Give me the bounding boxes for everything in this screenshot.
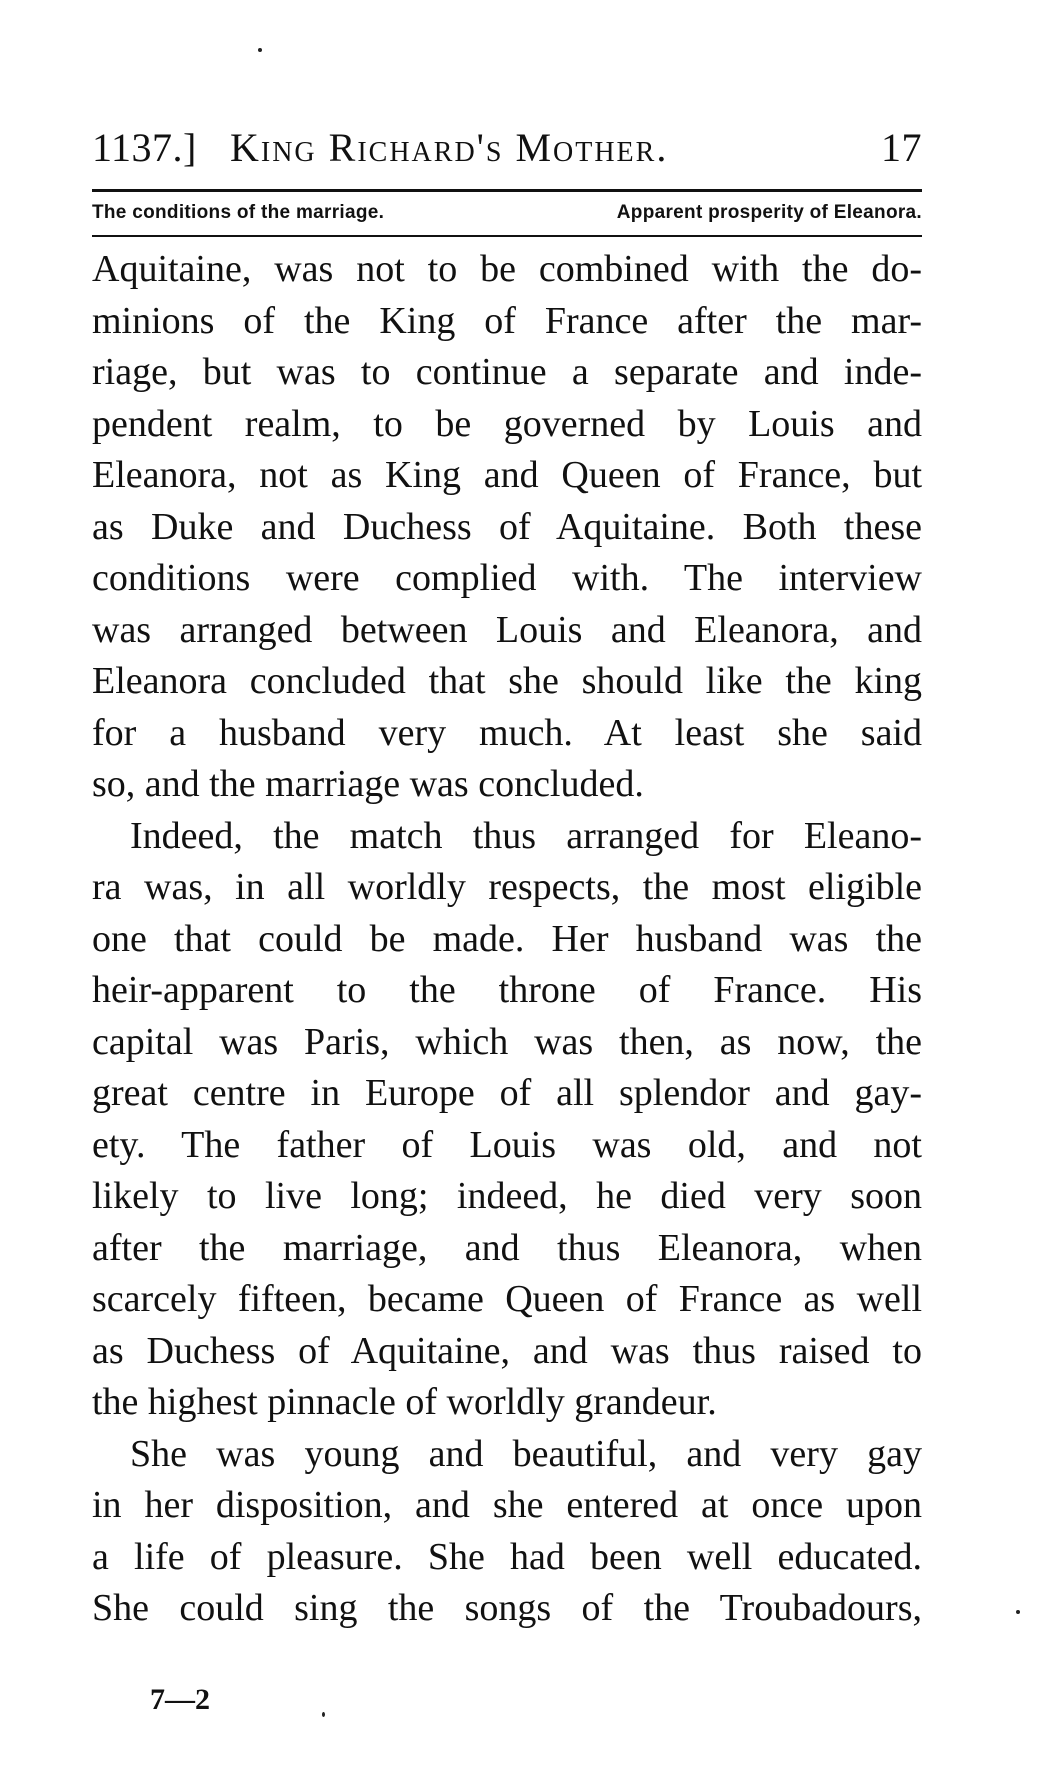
page-number: 17: [881, 125, 922, 170]
sidenote-left: The conditions of the marriage.: [92, 202, 385, 223]
text-line: was arranged between Louis and Eleanora, and: [92, 608, 922, 651]
text-line: She could sing the songs of the Troubadours,: [92, 1587, 922, 1629]
text-line: capital was Paris, which was then, as now, the: [92, 1020, 922, 1063]
text-line: ety. The father of Louis was old, and not: [92, 1123, 922, 1166]
text-line: pendent realm, to be governed by Louis and: [92, 402, 922, 445]
header-rule-top: [92, 189, 922, 192]
ink-speck: [1016, 1610, 1020, 1614]
text-line: minions of the King of France after the mar-: [92, 299, 922, 342]
text-line: riage, but was to continue a separate and inde-: [92, 351, 922, 393]
text-line: She was young and beautiful, and very gay: [130, 1432, 922, 1475]
text-line: Indeed, the match thus arranged for Eleano-: [130, 814, 922, 857]
ink-speck: [258, 48, 262, 52]
text-line: likely to live long; indeed, he died very soon: [92, 1175, 922, 1217]
text-line: heir-apparent to the throne of France. His: [92, 969, 922, 1011]
text-line: as Duchess of Aquitaine, and was thus raised to: [92, 1329, 922, 1372]
running-head-title: King Richard's Mother.: [230, 125, 669, 170]
text-line: the highest pinnacle of worldly grandeur.: [92, 1381, 717, 1423]
signature-mark: 7—2: [150, 1683, 210, 1716]
ink-speck: [322, 1712, 325, 1717]
running-head-year: 1137.]: [92, 125, 197, 170]
text-line: after the marriage, and thus Eleanora, when: [92, 1226, 922, 1269]
header-rule-bottom: [92, 235, 922, 237]
text-line: in her disposition, and she entered at once upon: [92, 1484, 922, 1526]
text-line: a life of pleasure. She had been well educated.: [92, 1535, 922, 1578]
text-line: conditions were complied with. The interview: [92, 557, 922, 599]
text-line: scarcely fifteen, became Queen of France as well: [92, 1278, 922, 1320]
text-line: for a husband very much. At least she said: [92, 711, 922, 754]
body-text: [92, 244, 922, 1635]
text-line: Eleanora concluded that she should like the king: [92, 660, 922, 702]
text-line: great centre in Europe of all splendor and gay-: [92, 1072, 922, 1114]
sidenote-right: Apparent prosperity of Eleanora.: [616, 202, 922, 223]
text-line: Eleanora, not as King and Queen of France, but: [92, 454, 922, 496]
text-line: so, and the marriage was concluded.: [92, 763, 644, 805]
running-head: [92, 118, 922, 178]
text-line: one that could be made. Her husband was the: [92, 917, 922, 960]
text-line: Aquitaine, was not to be combined with the do-: [92, 248, 922, 290]
text-line: as Duke and Duchess of Aquitaine. Both these: [92, 505, 922, 548]
text-line: ra was, in all worldly respects, the most eligible: [92, 866, 922, 908]
sidenotes: [92, 194, 922, 232]
